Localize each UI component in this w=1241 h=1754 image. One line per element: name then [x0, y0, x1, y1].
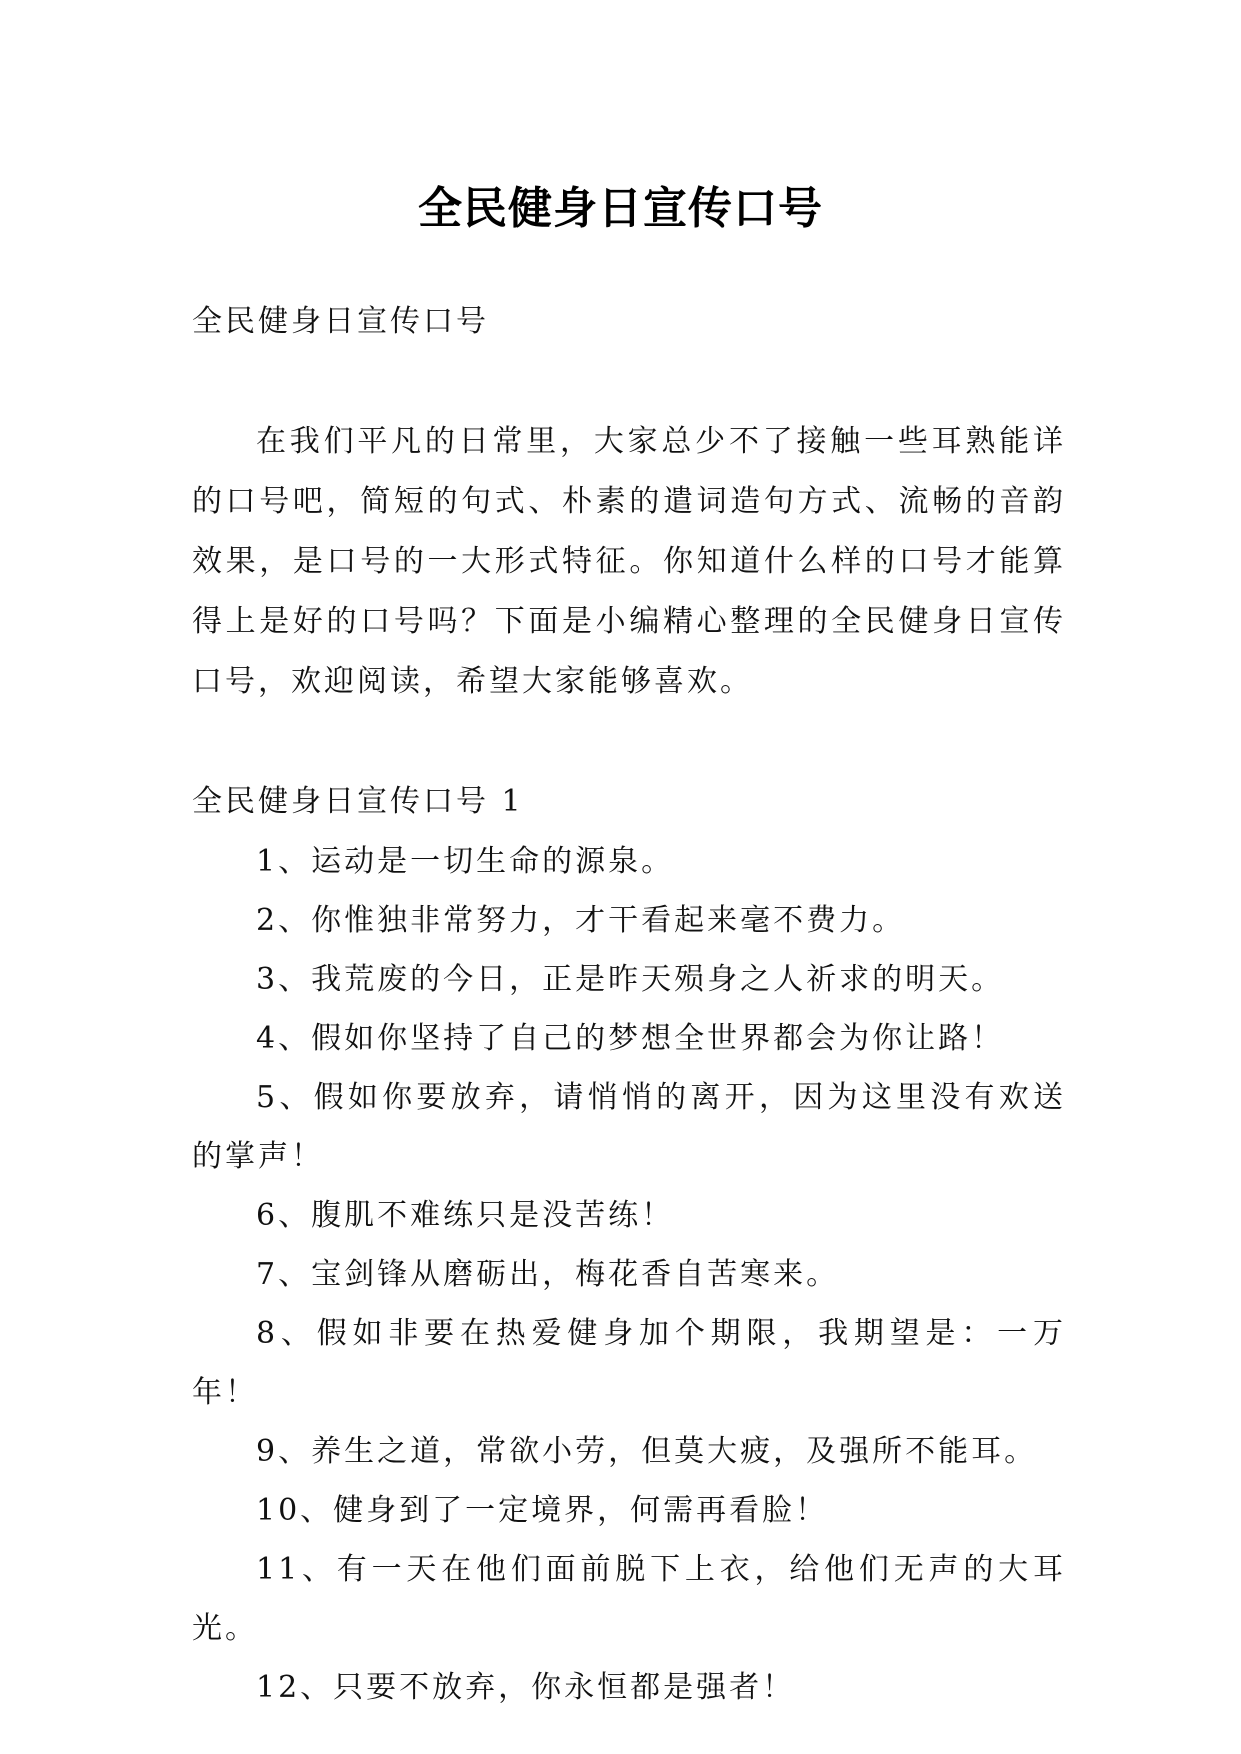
slogan-item: 10、健身到了一定境界，何需再看脸！: [256, 1493, 829, 1528]
section-heading: 全民健身日宣传口号 1: [192, 784, 524, 819]
slogan-item: 8、假如非要在热爱健身加个期限，我期望是：一万年！: [192, 1316, 1066, 1410]
document-body: [192, 292, 1066, 1717]
slogan-item: 2、你惟独非常努力，才干看起来毫不费力。: [256, 903, 906, 938]
slogan-item: 11、有一天在他们面前脱下上衣，给他们无声的大耳光。: [192, 1552, 1066, 1646]
slogan-item: 3、我荒废的今日，正是昨天殒身之人祈求的明天。: [256, 962, 1005, 997]
slogan-item: 12、只要不放弃，你永恒都是强者！: [256, 1670, 796, 1705]
slogan-item: 9、养生之道，常欲小劳，但莫大疲，及强所不能耳。: [256, 1434, 1038, 1469]
document-subtitle: 全民健身日宣传口号: [192, 304, 489, 339]
document-title: 全民健身日宣传口号: [418, 183, 823, 235]
intro-paragraph: 在我们平凡的日常里，大家总少不了接触一些耳熟能详的口号吧，简短的句式、朴素的遣词造句方式、流畅的音韵效果，是口号的一大形式特征。你知道什么样的口号才能算得上是好的口号吗？下面是小编精心整理的全民健身日宣传口号，欢迎阅读，希望大家能够喜欢。: [192, 424, 1066, 699]
slogan-list: [192, 832, 1066, 1717]
slogan-item: 7、宝剑锋从磨砺出，梅花香自苦寒来。: [256, 1257, 840, 1292]
slogan-item: 4、假如你坚持了自己的梦想全世界都会为你让路！: [256, 1021, 1005, 1056]
slogan-item: 1、运动是一切生命的源泉。: [256, 844, 675, 879]
slogan-item: 6、腹肌不难练只是没苦练！: [256, 1198, 675, 1233]
slogan-item: 5、假如你要放弃，请悄悄的离开，因为这里没有欢送的掌声！: [192, 1080, 1066, 1174]
